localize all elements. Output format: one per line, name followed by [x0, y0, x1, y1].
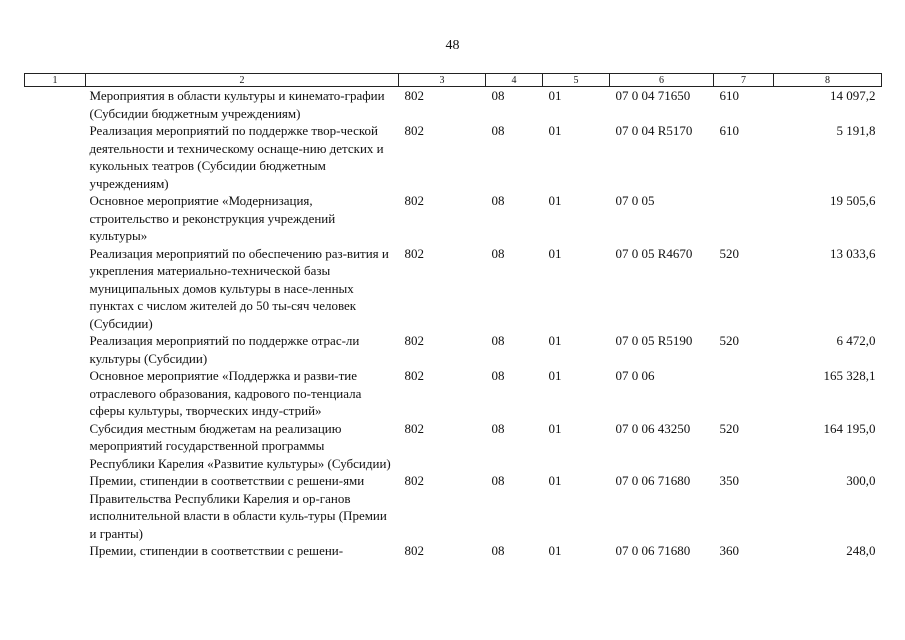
section-code: 08	[491, 368, 505, 383]
amount: 300,0	[846, 473, 876, 488]
subsection-code: 01	[548, 368, 562, 383]
section-code: 08	[491, 193, 505, 208]
ministry-code: 802	[404, 473, 424, 488]
table-row	[25, 122, 882, 192]
expense-type-code: 610	[719, 123, 739, 138]
ministry-code: 802	[404, 123, 424, 138]
section-code: 08	[491, 245, 505, 261]
amount: 13 033,6	[830, 245, 876, 261]
row-index-cell	[25, 472, 86, 542]
amount: 164 195,0	[823, 420, 876, 436]
target-code: 07 0 06 71680	[615, 473, 691, 488]
row-index-cell	[25, 332, 86, 367]
subsection-code: 01	[548, 245, 562, 261]
item-name: Основное мероприятие «Поддержка и разви-тие отраслевого образования, кадрового по-тенциала сферы культуры, творческих инду-стрий»	[89, 368, 362, 418]
target-code: 07 0 06 71680	[615, 543, 691, 558]
ministry-code: 802	[404, 88, 424, 103]
row-index-cell	[25, 542, 86, 560]
expense-type-code: 520	[719, 245, 739, 261]
expense-type-code: 520	[719, 333, 739, 348]
item-name: Премии, стипендии в соответствии с решени-ями Правительства Республики Карелия и ор-ганов исполнительной власти в области куль-туры (Премии и гранты)	[89, 473, 387, 541]
table-row	[25, 192, 882, 245]
ministry-code: 802	[404, 245, 424, 261]
expense-type-code: 520	[719, 420, 739, 436]
subsection-code: 01	[548, 473, 562, 488]
amount: 5 191,8	[836, 123, 876, 138]
subsection-code: 01	[548, 333, 562, 348]
item-name: Субсидия местным бюджетам на реализацию мероприятий государственной программы Республики Карелия «Развитие культуры» (Субсидии)	[89, 420, 391, 471]
expense-type-code: 350	[719, 473, 739, 488]
row-index-cell	[25, 87, 86, 123]
row-index-cell	[25, 367, 86, 420]
row-index-cell	[25, 122, 86, 192]
section-code: 08	[491, 543, 505, 558]
amount: 248,0	[846, 543, 876, 558]
subsection-code: 01	[548, 123, 562, 138]
table-header	[25, 74, 882, 87]
column-header: 2	[86, 74, 399, 87]
ministry-code: 802	[404, 193, 424, 208]
amount: 19 505,6	[830, 193, 876, 208]
ministry-code: 802	[404, 368, 424, 383]
table-row	[25, 542, 882, 560]
ministry-code: 802	[404, 333, 424, 348]
target-code: 07 0 06 43250	[615, 420, 691, 436]
table-row	[25, 420, 882, 473]
row-index-cell	[25, 245, 86, 333]
subsection-code: 01	[548, 88, 562, 103]
column-header: 8	[774, 74, 882, 87]
table-row	[25, 367, 882, 420]
section-code: 08	[491, 333, 505, 348]
item-name: Мероприятия в области культуры и кинемато-графии (Субсидии бюджетным учреждениям)	[89, 88, 385, 121]
target-code: 07 0 04 71650	[615, 88, 691, 103]
section-code: 08	[491, 123, 505, 138]
target-code: 07 0 04 R5170	[615, 123, 693, 138]
table-row	[25, 87, 882, 123]
column-header: 6	[610, 74, 714, 87]
row-index-cell	[25, 420, 86, 473]
table-row	[25, 245, 882, 333]
section-code: 08	[491, 420, 505, 436]
amount: 14 097,2	[830, 88, 876, 103]
expense-type-code: 360	[719, 543, 739, 558]
column-header: 3	[399, 74, 486, 87]
subsection-code: 01	[548, 193, 562, 208]
subsection-code: 01	[548, 420, 562, 436]
page-number: 48	[445, 38, 460, 53]
column-header: 5	[543, 74, 610, 87]
budget-table	[24, 73, 882, 560]
column-number-row	[25, 74, 882, 87]
section-code: 08	[491, 88, 505, 103]
item-name: Реализация мероприятий по поддержке отрас-ли культуры (Субсидии)	[89, 333, 360, 366]
subsection-code: 01	[548, 543, 562, 558]
item-name: Реализация мероприятий по поддержке твор-ческой деятельности и техническому оснаще-нию детских и кукольных театров (Субсидии бюджетным учреждениям)	[89, 123, 384, 191]
ministry-code: 802	[404, 420, 424, 436]
expense-type-code: 610	[719, 88, 739, 103]
row-index-cell	[25, 192, 86, 245]
ministry-code: 802	[404, 543, 424, 558]
target-code: 07 0 05 R5190	[615, 333, 693, 348]
table-body	[25, 87, 882, 560]
column-header: 7	[714, 74, 774, 87]
amount: 6 472,0	[836, 333, 876, 348]
amount: 165 328,1	[823, 368, 876, 383]
table-row	[25, 472, 882, 542]
expense-type-code	[714, 192, 774, 245]
item-name: Реализация мероприятий по обеспечению раз-вития и укрепления материально-технической базы муниципальных домов культуры в насе-ленных пунктах с числом жителей до 50 ты-сяч человек (Субсидии)	[89, 245, 389, 331]
item-name: Основное мероприятие «Модернизация, строительство и реконструкция учреждений культуры»	[89, 193, 336, 243]
target-code: 07 0 05	[615, 193, 655, 208]
column-header: 4	[486, 74, 543, 87]
table-row	[25, 332, 882, 367]
target-code: 07 0 05 R4670	[615, 245, 693, 261]
expense-type-code	[714, 367, 774, 420]
column-header: 1	[25, 74, 86, 87]
item-name: Премии, стипендии в соответствии с решени-	[89, 543, 344, 558]
target-code: 07 0 06	[615, 368, 655, 383]
section-code: 08	[491, 473, 505, 488]
